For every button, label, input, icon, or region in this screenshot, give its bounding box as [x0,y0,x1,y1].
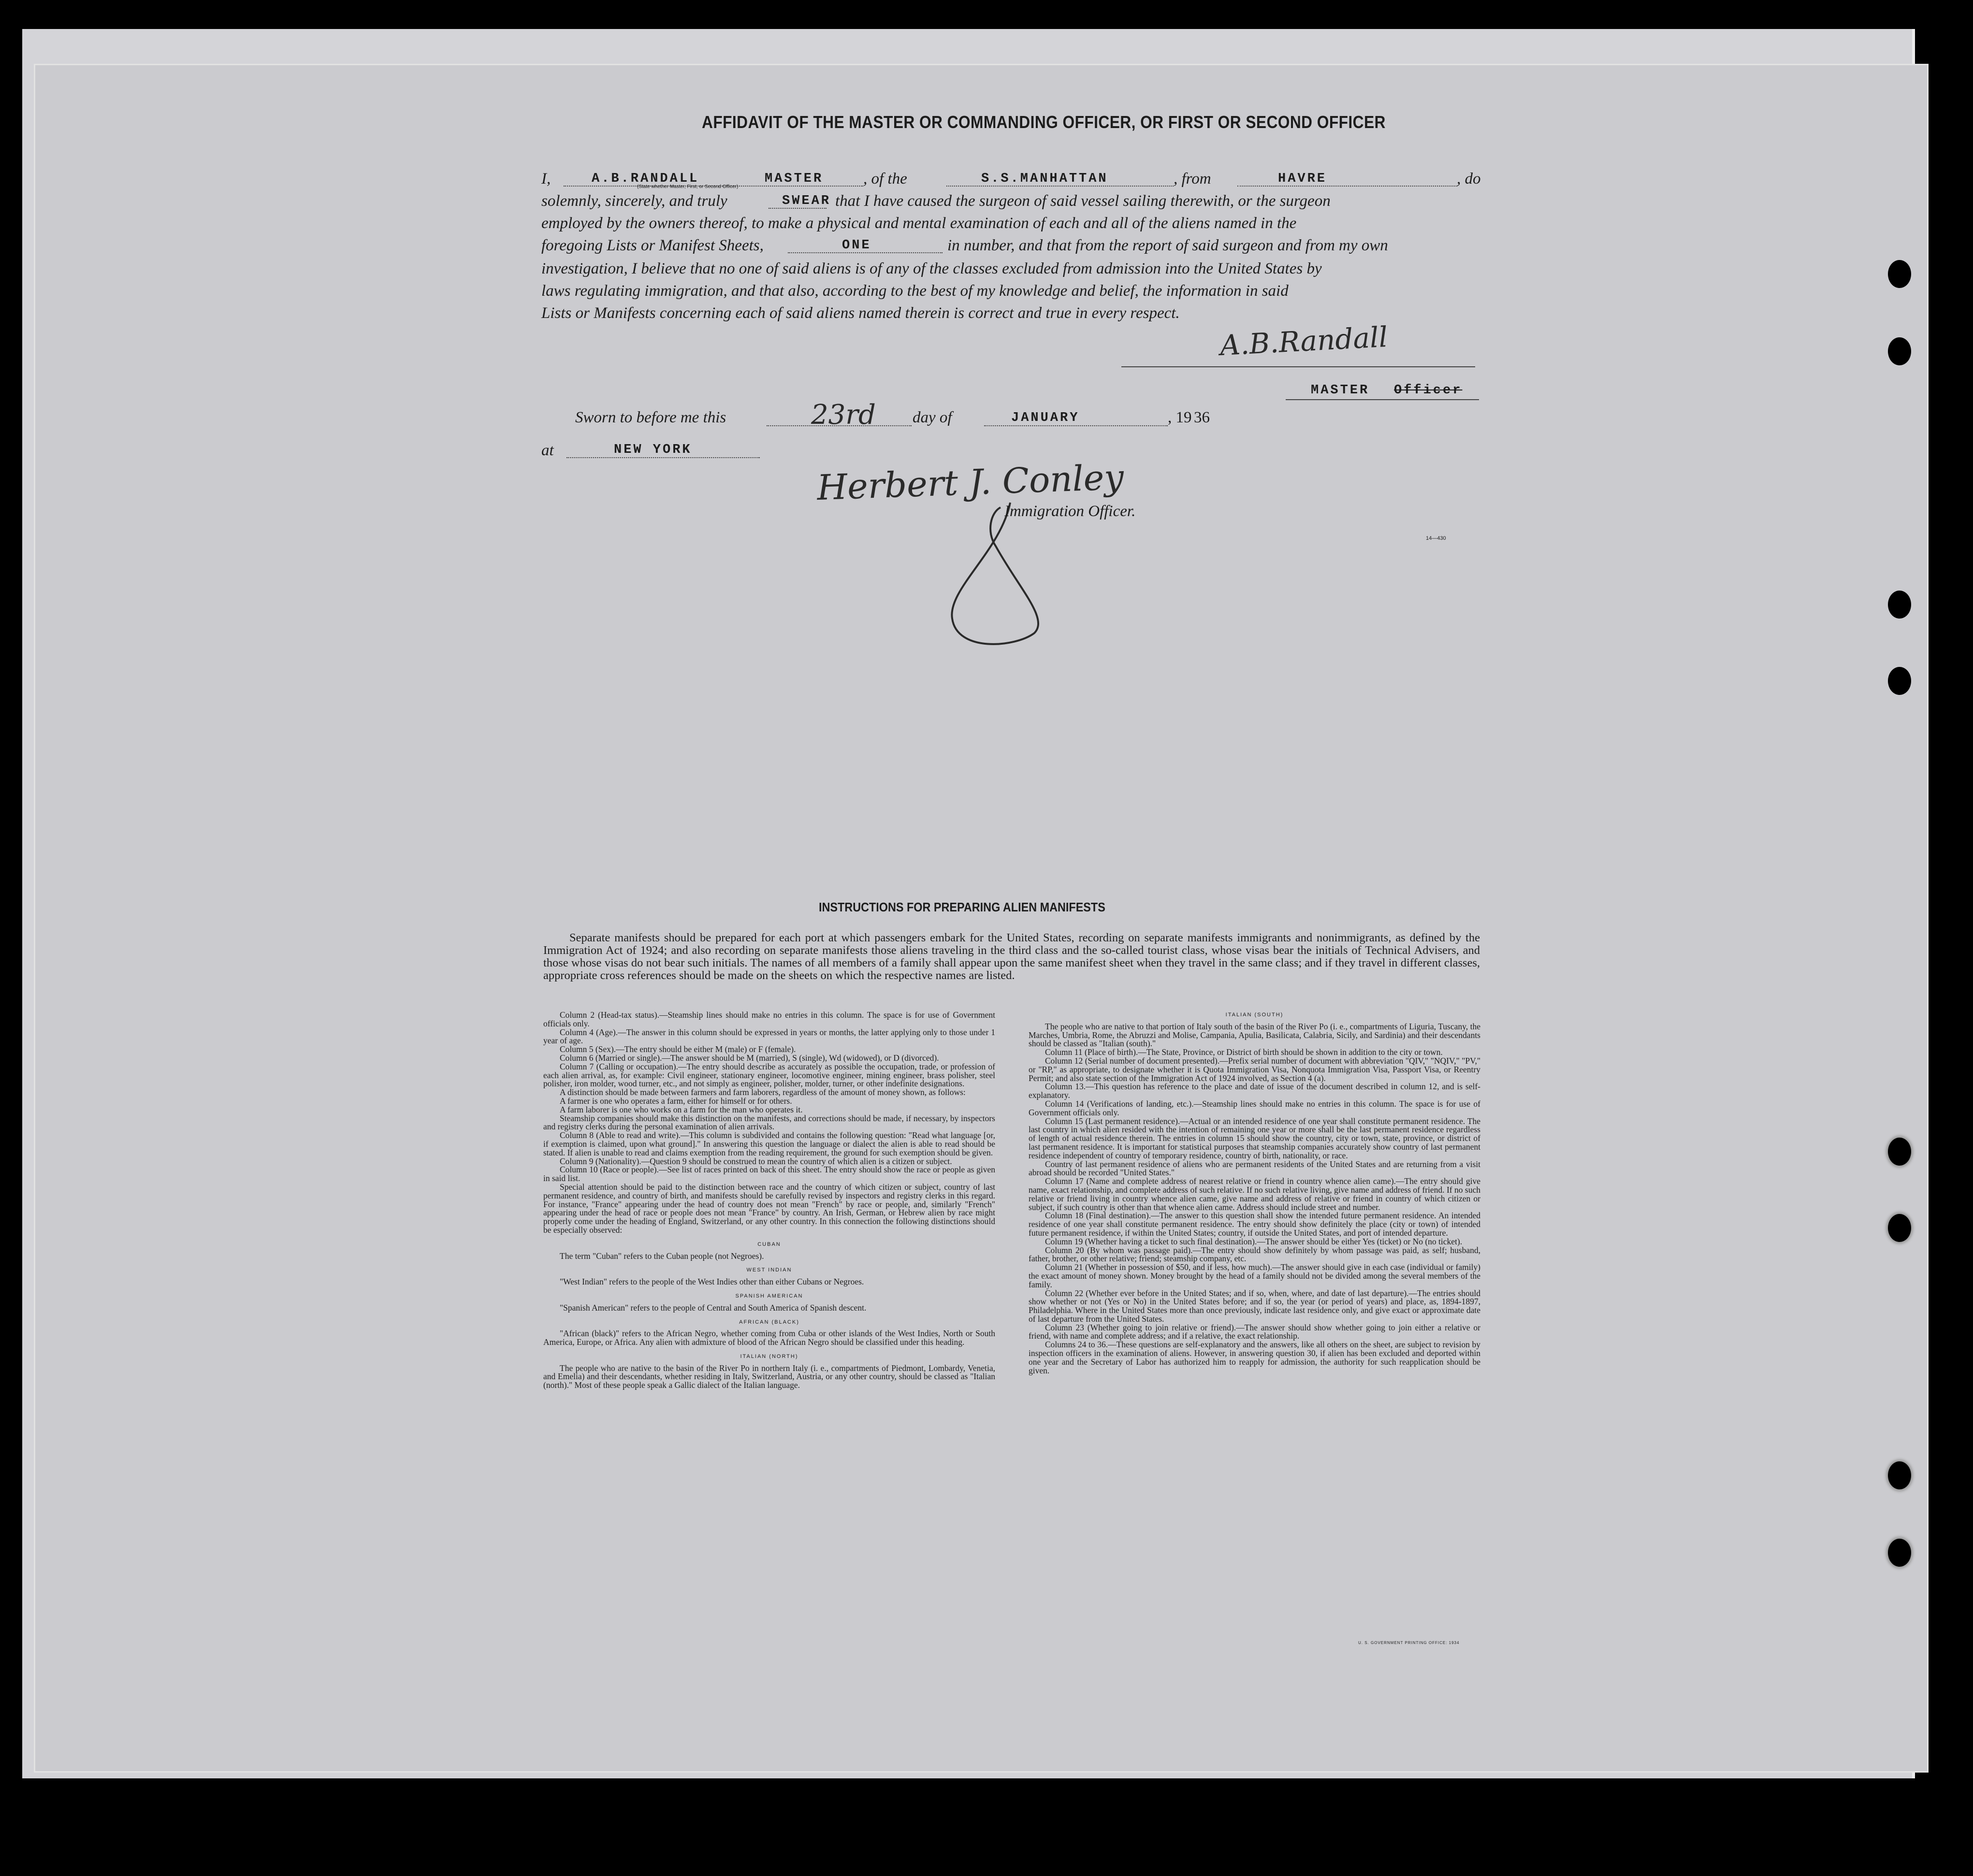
paragraph: Column 10 (Race or people).—See list of races printed on back of this sheet. The entry should show the race or people as given in said list. [543,1165,995,1183]
heading-spanish-american: SPANISH AMERICAN [735,1293,803,1299]
paragraph: The term "Cuban" refers to the Cuban people (not Negroes). [560,1251,764,1261]
affidavit-line-6: laws regulating immigration, and that also, according to the best of my knowledge and belief, the information in said [541,282,1289,300]
sworn-day: 23rd [811,399,876,431]
officer-caption: Immigration Officer. [1004,503,1136,520]
struck-rank: Officer [1394,383,1463,398]
paragraph: The people who are native to the basin of the River Po in northern Italy (i. e., compartments of Piedmont, Lombardy, Venetia, and Emelia) and their descendants, whether residing in Italy, Switzerland, Austria, or any other country, should be classed as "Italian (north)." Most of these people speak a Gallic dialect of the Italian language. [543,1363,995,1390]
paragraph: Special attention should be paid to the distinction between race and the country of which citizen or subject, country of last permanent residence, and country of birth, and manifests should be carefully revised by inspectors and registry clerks in this regard. For instance, "France" appearing under the head of country does not mean "French" by race or people, and, similarly "French" appearing under the head of race or people does not mean "France" by country. An Irish, German, or Hebrew alien by race might properly come under the heading of England, Switzerland, or any other country. In this connection the following distinctions should be especially observed: [543,1182,995,1235]
affidavit-line-3: employed by the owners thereof, to make a physical and mental examination of each and all of the aliens named in the [541,215,1297,232]
officer-rank: MASTER [765,172,824,186]
sworn-prefix: Sworn to before me this [575,409,726,426]
paragraph: Column 20 (By whom was passage paid).—The entry should show definitely by whom passage was paid, as self; husband, father, brother, or other relative; friend; steamship company, etc. [1029,1245,1480,1264]
punch-hole [1888,1138,1911,1166]
paragraph: Column 19 (Whether having a ticket to such final destination).—The answer should be either Yes (ticket) or No (no ticket). [1045,1236,1463,1246]
punch-hole [1888,667,1911,695]
paragraph: Column 23 (Whether going to join relative or friend).—The answer should show whether going to join either a relative or friend, with name and complete address; and if a relative, the exact relationship. [1029,1322,1480,1341]
word-solemnly: solemnly, sincerely, and truly [541,192,727,210]
punch-hole [1888,1214,1911,1242]
place-blank [566,457,760,458]
sworn-year: 36 [1194,409,1210,426]
paragraph: Column 12 (Serial number of document presented).—Prefix serial number of document with abbreviation "QIV," "NQIV," "PV," or "RP," as appropriate, to designate whether it is Quota Immigration Visa, Nonquota Immigration Visa, Passport Visa, or Reentry Permit; and also state section of the Immigration Act of 1924 involved, as Section 4 (a). [1029,1055,1480,1083]
printing-office-imprint: U. S. GOVERNMENT PRINTING OFFICE: 1934 [1358,1641,1460,1645]
departure-port: HAVRE [1278,172,1327,186]
heading-italian-north: ITALIAN (NORTH) [740,1353,798,1359]
sworn-place: NEW YORK [614,443,692,457]
word-from: , from [1174,170,1211,188]
affidavit-line-7: Lists or Manifests concerning each of said aliens named therein is correct and true in every respect. [541,304,1180,322]
affidavit-line-4a: foregoing Lists or Manifest Sheets, [541,237,764,254]
instructions-intro: Separate manifests should be prepared for each port at which passengers embark for the United States, recording on separate manifests immigrants and nonimmigrants, as defined by the Immigration Act of 1924; and also recording on separate manifests those aliens traveling in the third class and the so-called tourist class, whose visas bear the initials of Technical Advisers, and those whose visas do not bear such initials. The names of all members of a family shall appear upon the same manifest sheet when they travel in the same class; and if they travel in different classes, appropriate cross references should be made on the sheets on which the respective names are listed. [543,931,1480,982]
heading-african: AFRICAN (BLACK) [739,1319,799,1325]
officer-name: A.B.RANDALL [592,172,699,186]
paragraph: Column 22 (Whether ever before in the United States; and if so, when, where, and date of last departure).—The entries should show whether or not (Yes or No) in the United States before; and if so, the year (or period of years) and place, as, 1894-1897, Philadelphia. Where in the United States more than once previously, indicate last residence only, and give exact or approximate date of last departure from the United States. [1029,1288,1480,1324]
paragraph: A distinction should be made between farmers and farm laborers, regardless of the amount of money shown, as follows: [560,1087,966,1097]
paragraph: Country of last permanent residence of aliens who are permanent residents of the United States and are returning from a visit abroad should be recorded "United States." [1029,1159,1480,1178]
paragraph: Column 11 (Place of birth).—The State, Province, or District of birth should be shown in addition to the city or town. [1045,1047,1443,1057]
heading-west-indian: WEST INDIAN [746,1267,792,1273]
port-blank [1237,186,1457,187]
punch-hole [1888,260,1911,288]
sworn-month: JANUARY [1011,411,1080,425]
paragraph: Column 14 (Verifications of landing, etc.).—Steamship lines should make no entries in this column. The space is for use of Government officials only. [1029,1098,1480,1117]
paragraph: Column 9 (Nationality).—Question 9 should be construed to mean the country of which alien is a citizen or subject. [560,1156,952,1166]
punch-hole [1888,1539,1911,1567]
officer-signature: Herbert J. Conley [816,456,1125,508]
paragraph: "West Indian" refers to the people of the West Indies other than either Cubans or Negroes. [560,1277,864,1287]
paragraph: Steamship companies should make this distinction on the manifests, and corrections should be made, if necessary, by inspectors and registry clerks during the personal examination of alien arrivals. [543,1113,995,1132]
at-label: at [541,442,554,459]
day-of: day of [913,409,952,426]
month-blank [984,425,1168,426]
affidavit-title: AFFIDAVIT OF THE MASTER OR COMMANDING OFFICER, OR FIRST OR SECOND OFFICER [702,112,1386,132]
heading-cuban: CUBAN [757,1241,781,1247]
punch-hole [1888,1461,1911,1489]
paragraph: Column 6 (Married or single).—The answer should be M (married), S (single), Wd (widowed), or D (divorced). [560,1053,939,1063]
master-signature: A.B.Randall [1219,320,1389,362]
paragraph: Column 4 (Age).—The answer in this column should be expressed in years or months, the latter applying only to those under 1 year of age. [543,1027,995,1046]
year-prefix: , 19 [1168,409,1192,426]
paragraph: The people who are native to that portion of Italy south of the basin of the River Po (i. e., compartments of Liguria, Tuscany, the Marches, Umbria, Rome, the Abruzzi and Molise, Campania, Apulia, Basilicata, Calabria, Sicily, and Sardinia) and their descendants should be classed as "Italian (south)." [1029,1021,1480,1049]
rank-line [1286,399,1479,400]
signed-rank: MASTER [1311,383,1370,398]
paragraph: Column 2 (Head-tax status).—Steamship lines should make no entries in this column. The space is for use of Government officials only. [543,1010,995,1028]
paragraph: Column 7 (Calling or occupation).—The entry should describe as accurately as possible the occupation, trade, or profession of each alien arrival, as, for example: Civil engineer, stationary engineer, locomotive engineer, mining engineer, brass polisher, steel polisher, iron molder, wood turner, etc., and not simply as engineer, polisher, molder, turner, or other indefinite designations. [543,1061,995,1089]
word-i: I, [541,170,551,188]
paragraph: Column 13.—This question has reference to the place and date of issue of the document described in column 12, and is self-explanatory. [1029,1082,1480,1100]
rank-note: (State whether Master, First, or Second Officer) [637,184,739,189]
affidavit-line-1 [541,170,551,188]
instructions-title: INSTRUCTIONS FOR PREPARING ALIEN MANIFESTS [819,900,1105,914]
paragraph: Column 21 (Whether in possession of $50, and if less, how much).—The answer should give in each case (individual or family) the exact amount of money shown. Money brought by the head of a family should not be divided among the several members of the family. [1029,1262,1480,1289]
word-of-the: , of the [863,170,907,188]
paragraph: "African (black)" refers to the African Negro, whether coming from Cuba or other islands of the West Indies, North or South America, Europe, or Africa. Any alien with admixture of blood of the African Negro should be classified under this heading. [543,1328,995,1347]
paragraph: A farmer is one who operates a farm, either for himself or for others. [560,1096,792,1106]
oath-text: that I have caused the surgeon of said vessel sailing therewith, or the surgeon [835,192,1331,210]
heading-italian-south: ITALIAN (SOUTH) [1225,1012,1284,1018]
sheet-count: ONE [842,238,871,253]
paragraph: "Spanish American" refers to the people of Central and South America of Spanish descent. [560,1302,867,1313]
paragraph: Column 5 (Sex).—The entry should be either M (male) or F (female). [560,1044,796,1054]
instructions-left-column [543,1011,995,1390]
paragraph: Column 8 (Able to read and write).—This column is subdivided and contains the following question: "Read what language [or, if exemption is claimed, upon what ground]." In answering this question the language or dialect the alien is able to read should be stated. If alien is unable to read and claims exemption from the reading requirement, the ground for such exemption should be given. [543,1130,995,1157]
paragraph: A farm laborer is one who works on a farm for the man who operates it. [560,1104,803,1114]
form-number: 14—430 [1426,535,1446,541]
signature-line [1121,366,1475,367]
paragraph: Columns 24 to 36.—These questions are self-explanatory and the answers, like all others on the sheet, are subject to revision by inspection officers in the examination of aliens. However, in answering question 30, if alien has been excluded and deported within one year and the Secretary of Labor has authorized him to reapply for admission, the authority for such reapplication should be given. [1029,1340,1480,1375]
affidavit-line-5: investigation, I believe that no one of said aliens is of any of the classes excluded from admission into the United States by [541,260,1322,277]
punch-hole [1888,337,1911,365]
affidavit-line-4b: in number, and that from the report of said surgeon and from my own [947,237,1388,254]
word-do: , do [1457,170,1481,188]
oath-type: SWEAR [782,194,831,208]
instructions-right-column [1029,1011,1480,1375]
vessel-name: S.S.MANHATTAN [981,172,1108,186]
paragraph: Column 18 (Final destination).—The answer to this question shall show the intended future permanent residence. An intended residence of one year shall constitute permanent residence. The entry should show definitely the place (city or town) of intended future permanent residence, if within the United States; country, if outside the United States, and port of intended departure. [1029,1211,1480,1238]
punch-hole [1888,591,1911,619]
paragraph: Column 17 (Name and complete address of nearest relative or friend in country whence alien came).—The entry should give name, exact relationship, and complete address of such relative. If no such relative living, give name and address of friend. If no such relative or friend living in country whence alien came, give name and address of relative or friend in country of which citizen or subject, if such country is other than that whence alien came. Address should include street and number. [1029,1176,1480,1212]
paragraph: Column 15 (Last permanent residence).—Actual or an intended residence of one year shall constitute permanent residence. The last country in which alien resided with the intention of remaining one year or more shall be the last permanent residence regardless of length of actual residence therein. The entries in column 15 should show the country, city or town, state, province, or district of last permanent residence. It is important for statistical purposes that steamship companies accurately show country of last permanent residence independent of country of temporary residence, country of birth, nationality, or race. [1029,1116,1480,1160]
